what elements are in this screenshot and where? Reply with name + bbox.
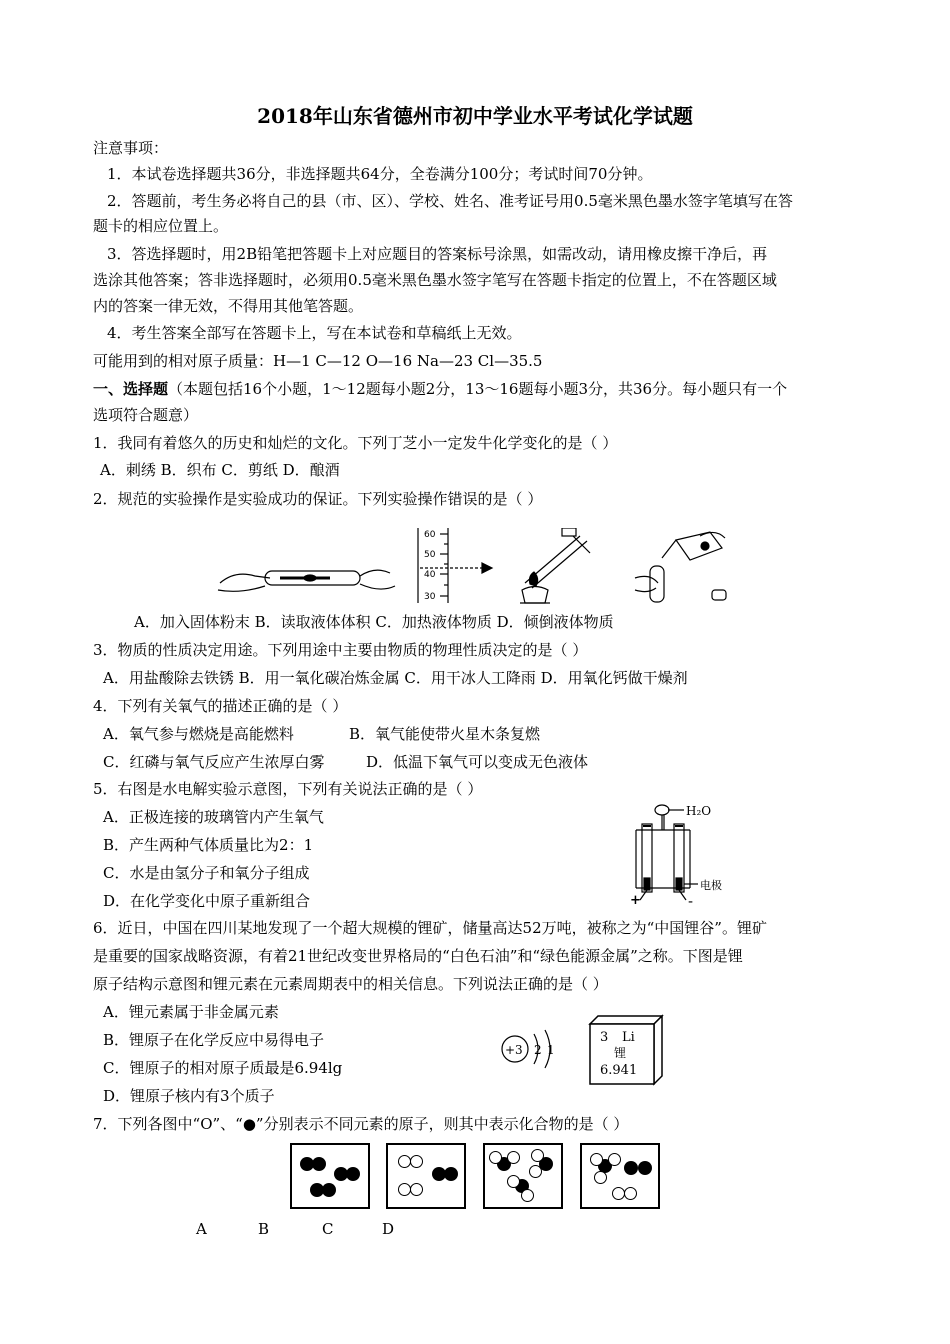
notice-item: 1．本试卷选择题共36分，非选择题共64分，全卷满分100分；考试时间70分钟。 (107, 165, 653, 183)
scale-tick-label: 60 (424, 530, 436, 540)
section-header (93, 379, 787, 399)
q2-stem: 2．规范的实验操作是实验成功的保证。下列实验操作错误的是（ ） (93, 490, 543, 508)
q7-label-a: A (196, 1220, 207, 1238)
q6-option-c: C．锂原子的相对原子质最是6.94lg (103, 1059, 343, 1077)
hollow-atom (590, 1153, 603, 1166)
notice-item: 4．考生答案全部写在答题卡上，写在本试卷和草稿纸上无效。 (107, 324, 522, 342)
h2o-label: H₂O (686, 804, 712, 818)
q5-option-d: D．在化学变化中原子重新组合 (103, 892, 311, 910)
q5-option-a: A．正极连接的玻璃管内产生氧气 (103, 808, 324, 826)
electrolysis-figure (628, 800, 738, 910)
atomic-mass: 6.941 (600, 1063, 638, 1078)
shell-electrons: 1 (547, 1043, 555, 1057)
powder-addition-figure (218, 570, 395, 591)
q6-option-d: D．锂原子核内有3个质子 (103, 1087, 275, 1105)
heating-figure (520, 528, 590, 603)
lithium-atom-diagram (498, 1026, 558, 1076)
notice-item: 题卡的相应位置上。 (93, 217, 229, 235)
negative-terminal: - (688, 894, 694, 910)
q3-options: A．用盐酸除去铁锈 B．用一氧化碳冶炼金属 C．用干冰人工降雨 D．用氧化钙做干燥剂 (103, 669, 688, 687)
q5-stem: 5．右图是水电解实验示意图，下列有关说法正确的是（ ） (93, 780, 483, 798)
hollow-atom (410, 1155, 423, 1168)
q2-options: A．加入固体粉末 B．读取液体体积 C．加热液体物质 D．倾倒液体物质 (134, 613, 614, 631)
lithium-element-card (586, 1012, 666, 1086)
q6-stem-line3: 原子结构示意图和锂元素在元素周期表中的相关信息。下列说法正确的是（ ） (93, 975, 608, 993)
atomic-number: 3 (600, 1030, 609, 1045)
q6-stem-line1: 6．近日，中国在四川某地发现了一个超大规模的锂矿，储量高达52万吨，被称之为“中国锂谷”。锂矿 (93, 919, 767, 937)
positive-terminal: + (630, 893, 641, 908)
q7-box-a (290, 1143, 370, 1209)
pouring-figure (635, 532, 726, 602)
notice-item: 3．答选择题时，用2B铅笔把答题卡上对应题目的答案标号涂黑，如需改动，请用橡皮擦干净后，再 (107, 245, 768, 263)
q6-stem-line2: 是重要的国家战略资源，有着21世纪改变世界格局的“白色石油”和“绿色能源金属”之称。下图是锂 (93, 947, 743, 965)
q7-stem: 7．下列各图中“O”、“●”分别表示不同元素的原子，则其中表示化合物的是（ ） (93, 1115, 629, 1133)
hollow-atom (521, 1189, 534, 1202)
filled-atom (638, 1161, 652, 1175)
filled-atom (444, 1167, 458, 1181)
scale-tick-label: 30 (424, 592, 436, 602)
hollow-atom (507, 1175, 520, 1188)
q5-option-b: B．产生两种气体质量比为2：1 (103, 836, 314, 854)
filled-atom (346, 1167, 360, 1181)
element-name: 锂 (614, 1046, 627, 1060)
scale-tick-label: 40 (424, 570, 436, 580)
q6-option-a: A．锂元素属于非金属元素 (103, 1003, 279, 1021)
q4-stem: 4．下列有关氧气的描述正确的是（ ） (93, 697, 348, 715)
q7-label-d: D (382, 1220, 395, 1238)
q3-stem: 3．物质的性质决定用途。下列用途中主要由物质的物理性质决定的是（ ） (93, 641, 588, 659)
hollow-atom (531, 1149, 544, 1162)
filled-atom (312, 1157, 326, 1171)
electrode-label: 电极 (700, 879, 722, 892)
q4-option-b: B．氧气能使带火星木条复燃 (349, 725, 541, 743)
q7-box-d (580, 1143, 660, 1209)
q5-option-c: C．水是由氢分子和氧分子组成 (103, 864, 310, 882)
hollow-atom (608, 1153, 621, 1166)
hollow-atom (624, 1187, 637, 1200)
q7-label-b: B (258, 1220, 270, 1238)
q7-box-b (386, 1143, 466, 1209)
element-symbol: Li (622, 1030, 635, 1045)
hollow-atom (507, 1151, 520, 1164)
filled-atom (624, 1161, 638, 1175)
shell-electrons: 2 (534, 1043, 542, 1057)
notice-heading: 注意事项： (93, 139, 169, 157)
q4-option-a: A．氧气参与燃烧是高能燃料 (103, 725, 294, 743)
q7-label-c: C (322, 1220, 334, 1238)
notice-item: 内的答案一律无效，不得用其他笔答题。 (93, 297, 364, 315)
atomic-mass-line: 可能用到的相对原子质量：H—1 C—12 O—16 Na—23 Cl—35.5 (93, 352, 543, 370)
nucleus-charge: +3 (505, 1043, 523, 1057)
section-desc: （本题包括16个小题，1～12题每小题2分，13～16题每小题3分，共36分。每小题只有一个 (168, 380, 788, 398)
hollow-atom (410, 1183, 423, 1196)
q4-option-c: C．红磷与氧气反应产生浓厚白雾 (103, 753, 325, 771)
q1-stem: 1．我同有着悠久的历史和灿烂的文化。下列丁芝小一定发牛化学变化的是（ ） (93, 434, 618, 452)
hollow-atom (529, 1165, 542, 1178)
scale-tick-label: 50 (424, 550, 436, 560)
q1-options: A．刺绣 B．织布 C．剪纸 D．酿酒 (100, 461, 340, 479)
section-title: 一、选择题 (93, 380, 169, 398)
notice-item: 选涂其他答案；答非选择题时，必须用0.5毫米黑色墨水签字笔写在答题卡指定的位置上，不在答题区域 (93, 271, 777, 289)
q2-figures (210, 528, 740, 608)
page-title: 2018年山东省德州市初中学业水平考试化学试题 (257, 104, 693, 128)
q6-option-b: B．锂原子在化学反应中易得电子 (103, 1031, 325, 1049)
q7-box-c (483, 1143, 563, 1209)
filled-atom (322, 1183, 336, 1197)
hollow-atom (594, 1171, 607, 1184)
section-desc-cont: 选项符合题意） (93, 406, 199, 424)
hollow-atom (489, 1151, 502, 1164)
q4-option-d: D．低温下氧气可以变成无色液体 (366, 753, 589, 771)
notice-item: 2．答题前，考生务必将自己的县（市、区）、学校、姓名、准考证号用0.5毫米黑色墨水签字笔填写在答 (107, 192, 793, 210)
